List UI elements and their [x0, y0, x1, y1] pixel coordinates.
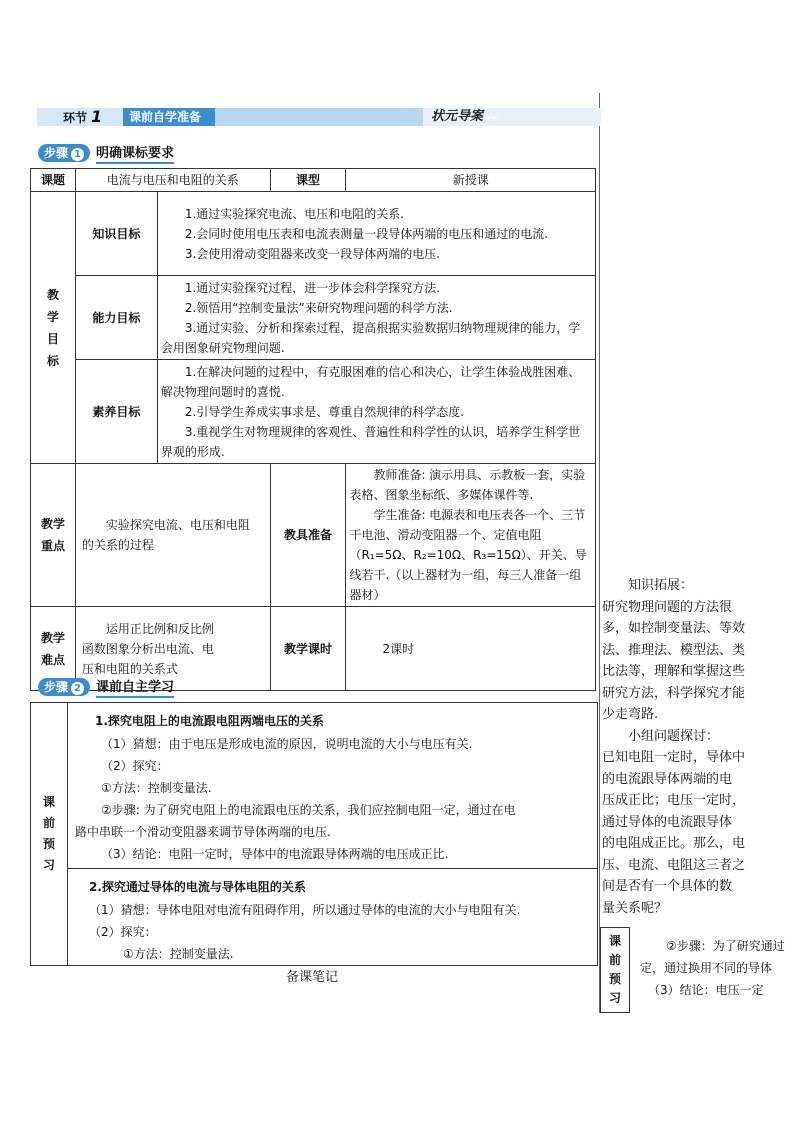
group-title: 小组问题探讨：	[628, 728, 720, 744]
preview-label-char: 前	[42, 816, 55, 830]
preview-box	[30, 702, 598, 966]
group-line: 已知电阻一定时，导体中	[602, 750, 746, 765]
goal-line: 3.会使用滑动变阻器来改变一段导体两端的电压.	[184, 246, 441, 261]
mini-label	[608, 932, 622, 1008]
key-label-line: 教学	[40, 517, 65, 531]
group-line: 通过导体的电流跟导体	[602, 814, 733, 830]
mini-label-char: 前	[608, 953, 621, 967]
goals-label-char: 目	[46, 331, 59, 346]
section-1-method: ①方法：控制变量法.	[101, 781, 212, 795]
group-line: 间是否有一个具体的数	[602, 879, 733, 894]
goal-line: 3.重视学生对物理规律的客观性、普遍性和科学性的认识，培养学生科学世界观的形成.	[160, 424, 581, 459]
mini-line: ②步骤：为了研究通过	[666, 939, 785, 953]
group-line: 压成正比；电压一定时，	[602, 793, 746, 808]
step-1-pill	[38, 144, 90, 162]
footnote: 备课笔记	[286, 970, 339, 985]
section-2-method: ①方法：控制变量法.	[123, 947, 234, 961]
step-2-pill	[38, 678, 90, 696]
section-2-title: 2.探究通过导体的电流与导体电阻的关系	[89, 880, 306, 894]
goal-line: 3.通过实验、分析和探索过程，提高根据实验数据归纳物理规律的能力，学会用图象研究物理问题.	[160, 320, 581, 355]
goal-line: 1.通过实验探究电流、电压和电阻的关系.	[184, 206, 405, 221]
key-label-line: 重点	[40, 539, 65, 553]
type-header: 课型	[270, 169, 346, 192]
sidebar-notes	[602, 575, 794, 919]
extension-line: 多，如控制变量法、等效	[602, 621, 746, 636]
goal-line: 2.引导学生养成实事求是、尊重自然规律的科学态度.	[184, 404, 465, 419]
section-1-steps: ②步骤: 为了研究电阻上的电流跟电压的关系，我们应控制电阻一定，通过在电	[101, 803, 516, 817]
preview-label-char: 习	[42, 858, 55, 872]
section-1-title: 1.探究电阻上的电流跟电阻两端电压的关系	[95, 714, 324, 728]
step-label: 步骤	[44, 146, 69, 160]
ability-goal-label: 能力目标	[75, 276, 157, 360]
extension-line: 比法等，理解和掌握这些	[602, 664, 746, 679]
preview-label	[39, 792, 59, 876]
goals-label	[31, 192, 76, 464]
step-1-header	[38, 144, 174, 162]
mini-label-char: 习	[608, 991, 621, 1005]
preview-label-cell	[31, 703, 68, 965]
goal-line: 2.会同时使用电压表和电流表测量一段导体两端的电压和通过的电流.	[184, 226, 549, 241]
topic-value: 电流与电压和电阻的关系	[75, 169, 270, 192]
brand-arrows-icon: ▸▸	[487, 112, 498, 123]
goals-label-char: 学	[46, 309, 59, 324]
section-banner	[37, 108, 594, 126]
brand-text: 状元导案	[431, 109, 484, 124]
step-title: 明确课标要求	[96, 146, 174, 164]
mini-line: 定，通过换用不同的导体	[640, 961, 773, 975]
extension-line: 研究方法，科学探究才能	[602, 685, 746, 701]
extension-line: 研究物理问题的方法很	[602, 599, 733, 615]
goal-line: 2.领悟用“控制变量法”来研究物理问题的科学方法.	[184, 300, 453, 315]
step-label: 步骤	[44, 680, 69, 694]
brand	[423, 108, 601, 126]
step-number: 1	[71, 148, 84, 161]
tools-label: 教具准备	[270, 464, 346, 607]
key-point-label	[31, 464, 76, 607]
mini-label-char: 预	[608, 972, 621, 986]
knowledge-goal-label: 知识目标	[75, 192, 157, 276]
section-title: 课前自学准备	[123, 108, 215, 126]
section-1-explore: （2）探究：	[101, 759, 169, 773]
teacher-prep: 教师准备: 演示用具、示教板一套，实验表格、图象坐标纸、多媒体课件等.	[349, 468, 586, 502]
hours-label: 教学课时	[270, 607, 346, 691]
preview-section-1	[67, 703, 597, 869]
preview-label-char: 课	[42, 795, 55, 809]
section-1-steps-cont: 路中串联一个滑动变阻器来调节导体两端的电压.	[75, 825, 331, 839]
section-2-explore: （2）探究：	[89, 925, 157, 939]
diff-label-line: 难点	[40, 652, 65, 667]
key-point-text: 实验探究电流、电压和电阻的关系的过程	[75, 464, 270, 607]
goal-line: 1.通过实验探究过程，进一步体会科学探究方法.	[184, 280, 441, 295]
student-prep: 学生准备: 电源表和电压表各一个、三节干电池、滑动变阻器一个、定值电阻（R₁=5Ω、R₂=10Ω、R₃=15Ω）、开关、导线若干.（以上器材为一组，每三人准备一组器材）	[349, 508, 587, 602]
topic-header: 课题	[31, 169, 76, 192]
section-number: 1	[91, 107, 103, 126]
extension-line: 法、推理法、模型法、类	[602, 642, 746, 658]
group-line: 的电阻成正比。那么，电	[602, 836, 746, 851]
ability-goal-text	[157, 276, 595, 360]
quality-goal-label: 素养目标	[75, 360, 157, 464]
goals-label-char: 教	[46, 287, 59, 302]
mini-line: （3）结论：电压一定	[648, 983, 764, 997]
mini-label-char: 课	[608, 934, 621, 948]
extension-line: 少走弯路.	[602, 707, 659, 722]
page-divider	[599, 93, 600, 1013]
quality-goal-text	[157, 360, 595, 464]
section-1-guess: （1）猜想：由于电压是形成电流的原因，说明电流的大小与电压有关.	[101, 737, 473, 751]
section-2-guess: （1）猜想：导体电阻对电流有阻碍作用，所以通过导体的电流的大小与电阻有关.	[89, 903, 521, 917]
extension-title: 知识拓展：	[628, 578, 694, 593]
step-2-header	[38, 678, 174, 696]
mini-label-cell	[600, 927, 630, 1013]
next-page-preview	[600, 927, 794, 1011]
section-1-conclusion: （3）结论：电阻一定时，导体中的电流跟导体两端的电压成正比.	[101, 847, 449, 861]
group-line: 量关系呢？	[602, 900, 668, 916]
section-label-text: 环节	[63, 111, 88, 125]
lesson-table	[30, 168, 596, 691]
goal-line: 1.在解决问题的过程中，有克服困难的信心和决心，让学生体验战胜困难、解决物理问题时的喜悦.	[160, 364, 581, 399]
preview-section-2	[67, 869, 597, 965]
goals-label-char: 标	[46, 353, 59, 368]
group-line: 压、电流、电阻这三者之	[602, 857, 746, 873]
preview-label-char: 预	[42, 837, 55, 851]
type-value: 新授课	[346, 169, 596, 192]
knowledge-goal-text	[157, 192, 595, 276]
difficulty-text: 运用正比例和反比例函数图象分析出电流、电压和电阻的关系式	[75, 607, 270, 691]
hours-value: 2课时	[346, 607, 596, 691]
tools-text	[346, 464, 596, 607]
diff-label-line: 教学	[40, 630, 65, 645]
step-number: 2	[71, 682, 84, 695]
step-title: 课前自主学习	[96, 680, 174, 698]
group-line: 的电流跟导体两端的电	[602, 771, 733, 787]
